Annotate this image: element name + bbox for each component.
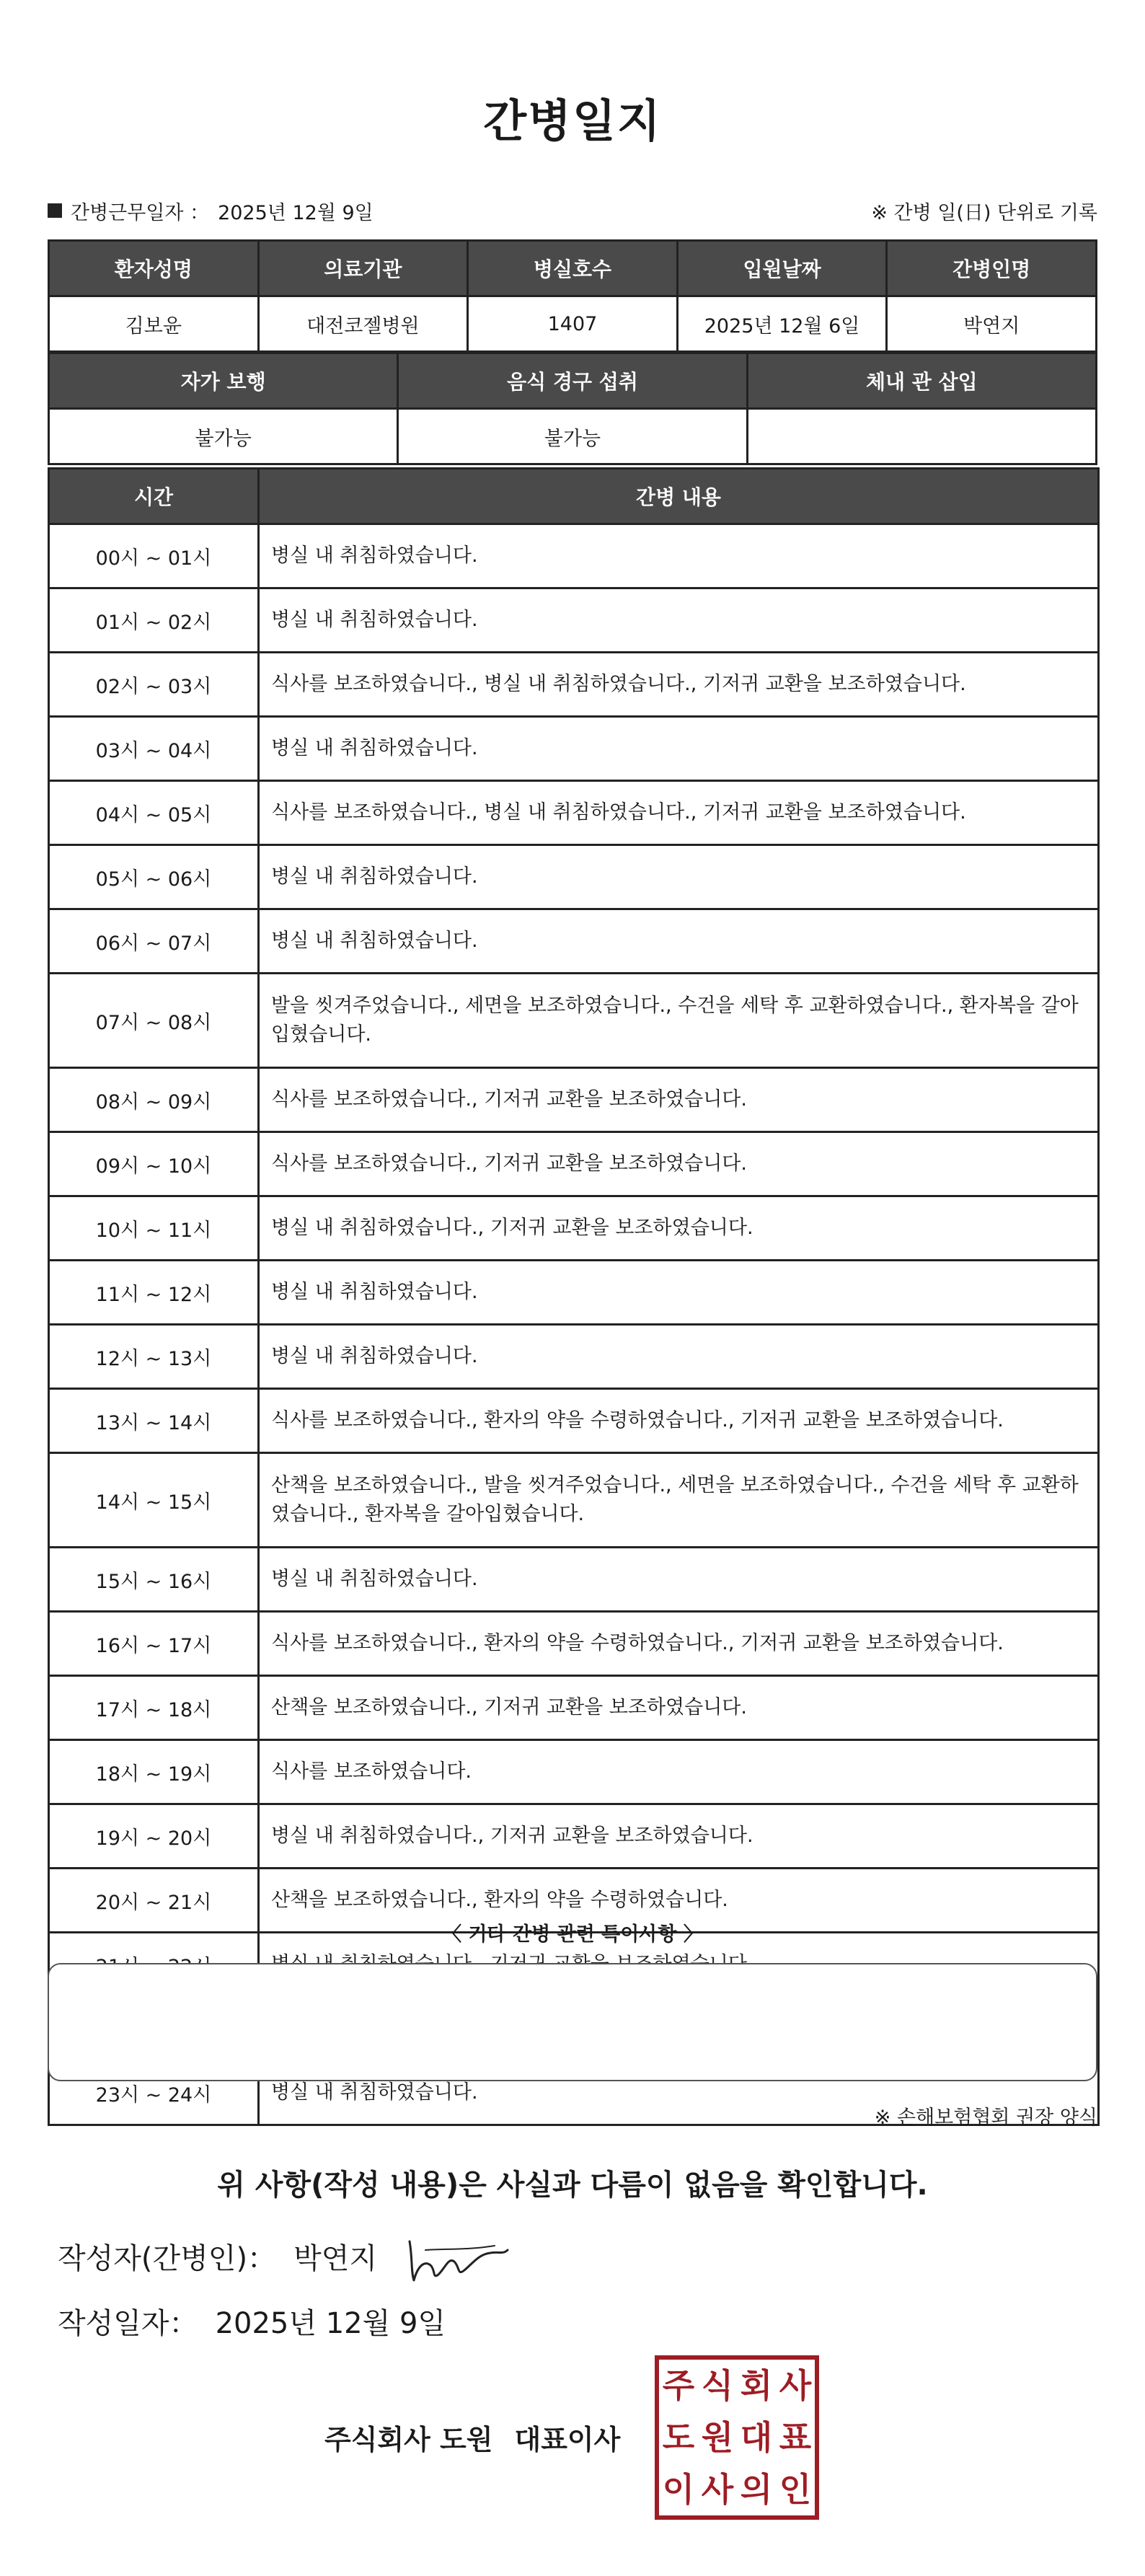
seal-glyph: 도 bbox=[662, 2418, 695, 2457]
care-log-row bbox=[49, 909, 1099, 974]
care-log-row bbox=[49, 781, 1099, 845]
care-log-time: 17시 ~ 18시 bbox=[49, 1676, 259, 1740]
seal-glyph: 이 bbox=[662, 2470, 695, 2509]
care-log-row bbox=[49, 974, 1099, 1068]
seal-glyph: 사 bbox=[701, 2470, 734, 2509]
care-log-content: 산책을 보조하였습니다., 발을 씻겨주었습니다., 세면을 보조하였습니다., 수건을 세탁 후 교환하였습니다., 환자복을 갈아입혔습니다. bbox=[259, 1453, 1099, 1548]
work-date-label: 간병근무일자 ： bbox=[71, 201, 210, 224]
care-log-content: 식사를 보조하였습니다., 기저귀 교환을 보조하였습니다. bbox=[259, 1132, 1099, 1196]
seal-glyph: 회 bbox=[740, 2366, 773, 2405]
seal-glyph: 원 bbox=[701, 2418, 734, 2457]
time-header: 시간 bbox=[49, 469, 259, 524]
care-log-time: 19시 ~ 20시 bbox=[49, 1804, 259, 1869]
tube-insertion-header: 체내 관 삽입 bbox=[747, 353, 1096, 409]
written-date-line bbox=[58, 2301, 446, 2342]
care-log-content: 병실 내 취침하였습니다. bbox=[259, 2061, 1099, 2125]
seal-glyph: 대 bbox=[740, 2418, 773, 2457]
care-log-row bbox=[49, 524, 1099, 588]
care-log-content: 산책을 보조하였습니다., 기저귀 교환을 보조하였습니다. bbox=[259, 1676, 1099, 1740]
care-log-content: 병실 내 취침하였습니다. bbox=[259, 524, 1099, 588]
care-log-row bbox=[49, 1196, 1099, 1261]
seal-glyph: 표 bbox=[779, 2418, 812, 2457]
care-log-table bbox=[48, 467, 1100, 2126]
patient-status-value-row bbox=[49, 409, 1097, 464]
care-log-time: 00시 ~ 01시 bbox=[49, 524, 259, 588]
care-log-row bbox=[49, 1068, 1099, 1132]
care-log-row bbox=[49, 1132, 1099, 1196]
unit-note: ※ 간병 일(日) 단위로 기록 bbox=[871, 201, 1097, 224]
care-log-time: 20시 ~ 21시 bbox=[49, 1869, 259, 1933]
notes-title: 〈 기타 간병 관련 특이사항 〉 bbox=[442, 1923, 703, 1946]
care-log-row bbox=[49, 1740, 1099, 1804]
care-log-time: 04시 ~ 05시 bbox=[49, 781, 259, 845]
written-date-value: 2025년 12월 9일 bbox=[215, 2307, 446, 2340]
care-log-row bbox=[49, 1453, 1099, 1548]
care-log-row bbox=[49, 845, 1099, 909]
handwritten-signature bbox=[404, 2228, 512, 2286]
company-seal-stamp bbox=[655, 2355, 819, 2520]
tube-insertion-value bbox=[747, 409, 1096, 464]
care-log-time: 07시 ~ 08시 bbox=[49, 974, 259, 1068]
care-log-time: 03시 ~ 04시 bbox=[49, 717, 259, 781]
care-log-content: 병실 내 취침하였습니다. bbox=[259, 1548, 1099, 1612]
patient-status-table bbox=[48, 352, 1097, 465]
care-log-content: 식사를 보조하였습니다. bbox=[259, 1740, 1099, 1804]
care-log-content: 식사를 보조하였습니다., 병실 내 취침하였습니다., 기저귀 교환을 보조하였습니다. bbox=[259, 781, 1099, 845]
care-log-content: 병실 내 취침하였습니다. bbox=[259, 1325, 1099, 1389]
care-log-row bbox=[49, 1261, 1099, 1325]
seal-glyph: 사 bbox=[779, 2366, 812, 2405]
writer-line bbox=[58, 2236, 377, 2277]
writer-name: 박연지 bbox=[293, 2242, 377, 2275]
care-log-content: 병실 내 취침하였습니다., 기저귀 교환을 보조하였습니다. bbox=[259, 1804, 1099, 1869]
content-header: 간병 내용 bbox=[259, 469, 1099, 524]
hospital-header: 의료기관 bbox=[258, 241, 468, 296]
self-walking-value: 불가능 bbox=[49, 409, 398, 464]
care-log-content: 병실 내 취침하였습니다. bbox=[259, 1261, 1099, 1325]
patient-name-header: 환자성명 bbox=[49, 241, 259, 296]
room-header: 병실호수 bbox=[468, 241, 678, 296]
care-log-time: 08시 ~ 09시 bbox=[49, 1068, 259, 1132]
care-log-time: 09시 ~ 10시 bbox=[49, 1132, 259, 1196]
patient-status-header-row bbox=[49, 353, 1097, 409]
care-log-content: 병실 내 취침하였습니다. bbox=[259, 717, 1099, 781]
care-log-time: 06시 ~ 07시 bbox=[49, 909, 259, 974]
patient-info-header-row bbox=[49, 241, 1097, 296]
care-log-content: 식사를 보조하였습니다., 환자의 약을 수령하였습니다., 기저귀 교환을 보조하였습니다. bbox=[259, 1612, 1099, 1676]
care-log-time: 05시 ~ 06시 bbox=[49, 845, 259, 909]
seal-glyph: 주 bbox=[662, 2366, 695, 2405]
care-log-time: 11시 ~ 12시 bbox=[49, 1261, 259, 1325]
company-role: 대표이사 bbox=[514, 2424, 621, 2456]
notes-box bbox=[48, 1963, 1097, 2081]
care-log-time: 12시 ~ 13시 bbox=[49, 1325, 259, 1389]
care-log-content: 식사를 보조하였습니다., 병실 내 취침하였습니다., 기저귀 교환을 보조하였습니다. bbox=[259, 653, 1099, 717]
self-walking-header: 자가 보행 bbox=[49, 353, 398, 409]
caregiver-name-header: 간병인명 bbox=[887, 241, 1097, 296]
care-log-row bbox=[49, 1804, 1099, 1869]
meta-row bbox=[48, 196, 1097, 225]
patient-info-table bbox=[48, 239, 1097, 353]
written-date-label: 작성일자： bbox=[58, 2307, 198, 2340]
room-value: 1407 bbox=[468, 296, 678, 352]
care-log-time: 16시 ~ 17시 bbox=[49, 1612, 259, 1676]
caregiver-name-value: 박연지 bbox=[887, 296, 1097, 352]
care-log-row bbox=[49, 588, 1099, 653]
oral-intake-value: 불가능 bbox=[398, 409, 747, 464]
work-date-group bbox=[48, 197, 373, 225]
care-log-time: 10시 ~ 11시 bbox=[49, 1196, 259, 1261]
care-log-content: 병실 내 취침하였습니다. bbox=[259, 909, 1099, 974]
hospital-value: 대전코젤병원 bbox=[258, 296, 468, 352]
care-log-row bbox=[49, 717, 1099, 781]
square-bullet-icon bbox=[48, 203, 62, 218]
oral-intake-header: 음식 경구 섭취 bbox=[398, 353, 747, 409]
care-log-content: 식사를 보조하였습니다., 기저귀 교환을 보조하였습니다. bbox=[259, 1068, 1099, 1132]
document-title: 간병일지 bbox=[483, 94, 662, 147]
care-log-time: 02시 ~ 03시 bbox=[49, 653, 259, 717]
care-log-row bbox=[49, 1548, 1099, 1612]
care-log-content: 병실 내 취침하였습니다. bbox=[259, 845, 1099, 909]
form-recommendation-note: ※ 손해보험협회 권장 양식 bbox=[874, 2107, 1097, 2129]
care-log-time: 01시 ~ 02시 bbox=[49, 588, 259, 653]
admission-date-header: 입원날짜 bbox=[677, 241, 887, 296]
company-line bbox=[324, 2417, 620, 2457]
care-log-row bbox=[49, 653, 1099, 717]
care-log-row bbox=[49, 1389, 1099, 1453]
patient-name-value: 김보윤 bbox=[49, 296, 259, 352]
patient-info-value-row bbox=[49, 296, 1097, 352]
seal-glyph: 인 bbox=[779, 2470, 812, 2509]
care-log-time: 13시 ~ 14시 bbox=[49, 1389, 259, 1453]
care-log-body bbox=[49, 524, 1099, 2125]
work-date-value: 2025년 12월 9일 bbox=[218, 201, 373, 224]
seal-glyph: 의 bbox=[740, 2470, 773, 2509]
company-name: 주식회사 도원 bbox=[324, 2424, 493, 2456]
care-log-header-row bbox=[49, 469, 1099, 524]
care-log-content: 산책을 보조하였습니다., 환자의 약을 수령하였습니다. bbox=[259, 1869, 1099, 1933]
confirmation-statement: 위 사항(작성 내용)은 사실과 다름이 없음을 확인합니다. bbox=[217, 2169, 928, 2202]
care-log-content: 식사를 보조하였습니다., 환자의 약을 수령하였습니다., 기저귀 교환을 보조하였습니다. bbox=[259, 1389, 1099, 1453]
care-log-content: 병실 내 취침하였습니다. bbox=[259, 588, 1099, 653]
care-log-time: 23시 ~ 24시 bbox=[49, 2061, 259, 2125]
writer-label: 작성자(간병인)： bbox=[58, 2242, 277, 2275]
admission-date-value: 2025년 12월 6일 bbox=[677, 296, 887, 352]
care-log-row bbox=[49, 1612, 1099, 1676]
seal-glyph: 식 bbox=[701, 2366, 734, 2405]
care-log-time: 15시 ~ 16시 bbox=[49, 1548, 259, 1612]
care-log-content: 병실 내 취침하였습니다., 기저귀 교환을 보조하였습니다. bbox=[259, 1196, 1099, 1261]
care-log-time: 18시 ~ 19시 bbox=[49, 1740, 259, 1804]
care-log-row bbox=[49, 1676, 1099, 1740]
care-log-time: 14시 ~ 15시 bbox=[49, 1453, 259, 1548]
care-log-content: 발을 씻겨주었습니다., 세면을 보조하였습니다., 수건을 세탁 후 교환하였습니다., 환자복을 갈아입혔습니다. bbox=[259, 974, 1099, 1068]
care-log-row bbox=[49, 1325, 1099, 1389]
